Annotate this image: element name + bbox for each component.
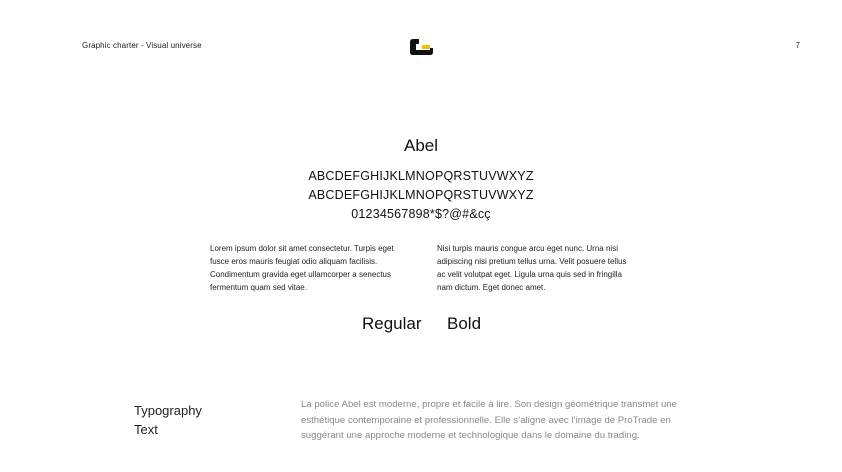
weight-regular-label: Regular bbox=[362, 314, 422, 333]
protrade-logo-icon bbox=[410, 39, 433, 55]
section-label bbox=[134, 401, 234, 439]
section-description: La police Abel est moderne, propre et facile à lire. Son design géométrique transmet une esthétique contemporaine et professionnelle. Elle s’aligne avec l’image de ProTrade en suggérant une approche moderne et technologique dans le domaine du trading. bbox=[301, 399, 677, 441]
section-label-line1: Typography bbox=[134, 403, 202, 418]
weight-bold-label: Bold bbox=[447, 314, 482, 333]
sample-text-left: Lorem ipsum dolor sit amet consectetur. Turpis eget fusce eros mauris feugiat odio aliquam facilisis. Condimentum gravida eget ullamcorper a senectus fermentum quam sed vitae. bbox=[210, 244, 394, 292]
numerals-specimen: 01234567898*$?@#&cç bbox=[351, 207, 491, 221]
page-number: 7 bbox=[795, 41, 800, 50]
uppercase-specimen: ABCDEFGHIJKLMNOPQRSTUVWXYZ bbox=[308, 169, 534, 183]
document-title: Graphic charter - Visual universe bbox=[82, 41, 202, 50]
sample-text-right: Nisi turpis mauris congue arcu eget nunc. Urna nisi adipiscing nisi pretium tellus urna. Velit posuere tellus ac velit volutpat eget. Ligula urna quis sed in fringilla nam dictum. Eget donec amet. bbox=[437, 244, 627, 292]
typeface-name: Abel bbox=[403, 136, 439, 155]
uppercase-specimen-repeat: ABCDEFGHIJKLMNOPQRSTUVWXYZ bbox=[308, 188, 534, 202]
section-label-line2: Text bbox=[134, 422, 158, 437]
